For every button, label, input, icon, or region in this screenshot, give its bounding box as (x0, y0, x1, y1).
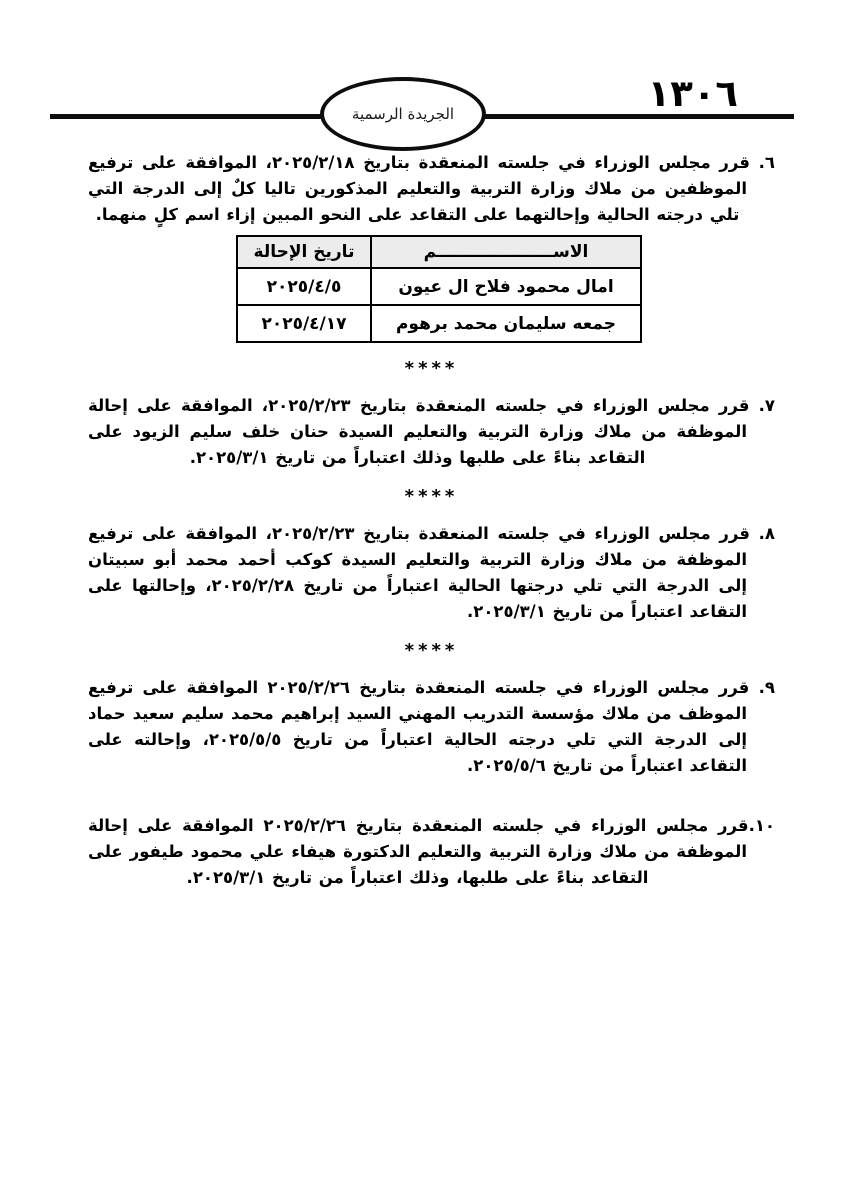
table-row (237, 305, 641, 342)
decree-number: ٧. (758, 396, 775, 415)
decree-number: ١٠. (748, 816, 775, 835)
decree-text: قرر مجلس الوزراء في جلسته المنعقدة بتاريخ ٢٠٢٥/٢/٢٦ الموافقة على ترفيع الموظف من ملاك مؤسسة التدريب المهني السيد إبراهيم محمد سليم سعيد حماد إلى الدرجة التي تلي درجته الحالية اعتباراً من تاريخ ٢٠٢٥/٥/٥، وإحالته على التقاعد اعتباراً من تاريخ ٢٠٢٥/٥/٦. (88, 678, 750, 775)
section-separator: **** (404, 640, 459, 661)
gazette-badge-label: الجريدة الرسمية (351, 105, 455, 123)
section-separator: **** (404, 486, 459, 507)
table-header-name: الاســــــــــــــــــــم (371, 236, 641, 268)
table-header-date: تاريخ الإحالة (237, 236, 371, 268)
referral-table (236, 235, 642, 343)
decree-item-6 (88, 150, 775, 228)
decree-text: قرر مجلس الوزراء في جلسته المنعقدة بتاريخ ٢٠٢٥/٢/٢٣، الموافقة على ترفيع الموظفة من ملاك وزارة التربية والتعليم السيدة كوكب أحمد محمد أبو سبيتان إلى الدرجة التي تلي درجتها الحالية اعتباراً من تاريخ ٢٠٢٥/٢/٢٨، وإحالتها على التقاعد اعتباراً من تاريخ ٢٠٢٥/٣/١. (88, 524, 750, 621)
decree-number: ٦. (758, 153, 775, 172)
decree-text: قرر مجلس الوزراء في جلسته المنعقدة بتاريخ ٢٠٢٥/٢/٢٣، الموافقة على إحالة الموظفة من ملاك وزارة التربية والتعليم السيدة حنان خلف سليم الزيود على التقاعد بناءً على طلبها وذلك اعتباراً من تاريخ ٢٠٢٥/٣/١. (88, 396, 750, 467)
decree-item-9 (88, 675, 775, 779)
table-row (237, 268, 641, 305)
name-cell: امال محمود فلاح ال عيون (371, 268, 641, 305)
date-cell: ٢٠٢٥/٤/١٧ (237, 305, 371, 342)
table-header-row (237, 236, 641, 268)
gazette-badge (320, 77, 486, 151)
section-separator: **** (404, 358, 459, 379)
decree-text: قرر مجلس الوزراء في جلسته المنعقدة بتاريخ ٢٠٢٥/٢/١٨، الموافقة على ترفيع الموظفين من ملاك وزارة التربية والتعليم المذكورين تاليا كلٌ إلى الدرجة التي تلي درجته الحالية وإحالتهما على التقاعد على النحو المبين إزاء اسم كلٍ منهما. (88, 153, 750, 224)
decree-item-8 (88, 521, 775, 625)
decree-item-10 (88, 813, 775, 891)
date-cell: ٢٠٢٥/٤/٥ (237, 268, 371, 305)
decree-number: ٨. (758, 524, 775, 543)
decree-item-7 (88, 393, 775, 471)
decrees-list (88, 150, 775, 891)
decree-text: قرر مجلس الوزراء في جلسته المنعقدة بتاريخ ٢٠٢٥/٢/٢٦ الموافقة على إحالة الموظفة من ملاك وزارة التربية والتعليم الدكتورة هيفاء علي محمود طيفور على التقاعد بناءً على طلبها، وذلك اعتباراً من تاريخ ٢٠٢٥/٣/١. (88, 816, 749, 887)
decree-number: ٩. (758, 678, 775, 697)
name-cell: جمعه سليمان محمد برهوم (371, 305, 641, 342)
page-number: ١٣٠٦ (647, 72, 738, 115)
section-gap (88, 779, 775, 813)
